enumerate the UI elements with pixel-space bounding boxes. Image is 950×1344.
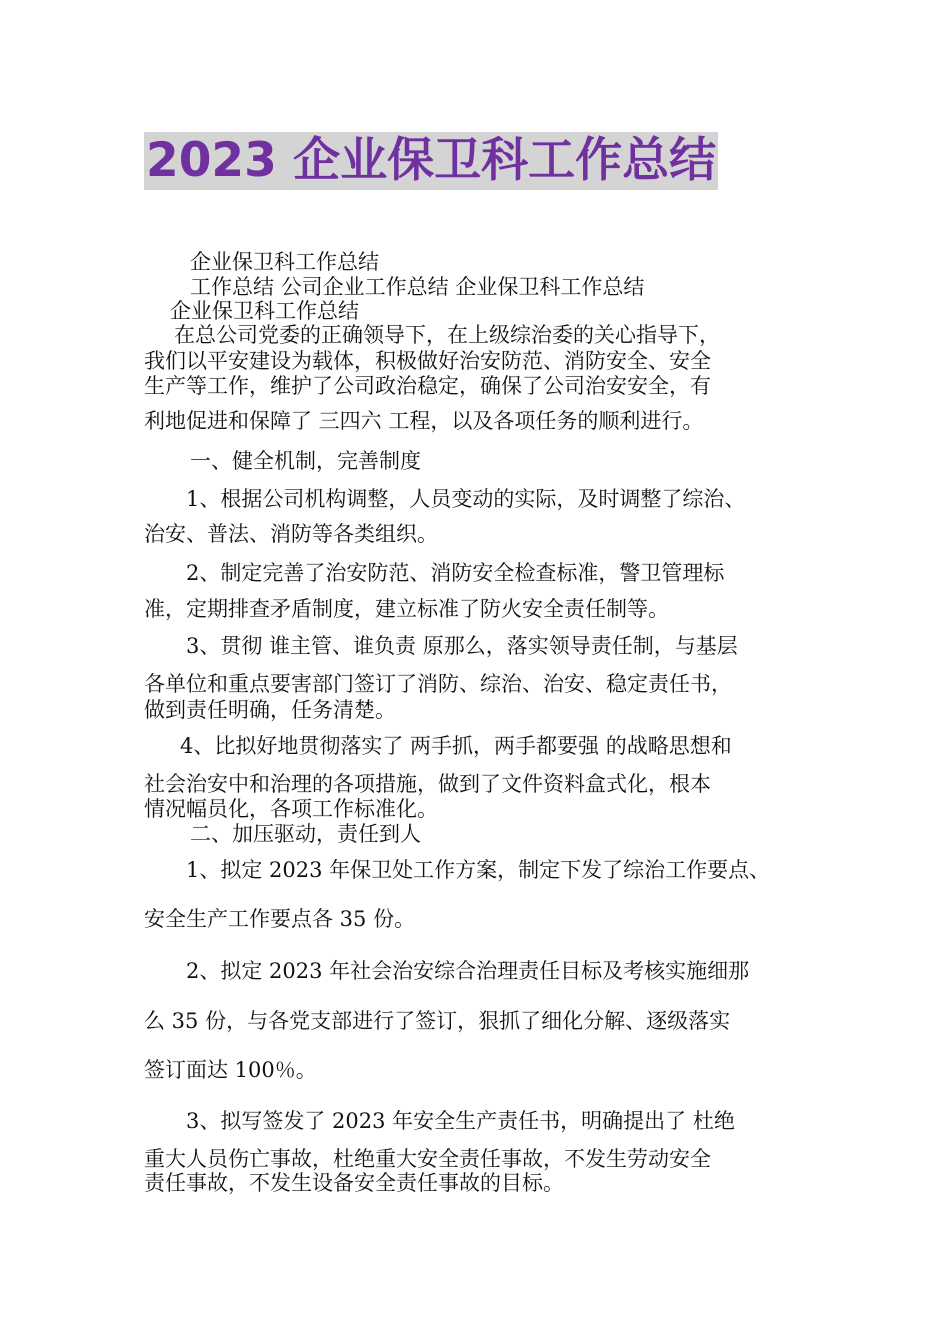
- text-line: 准，定期排查矛盾制度，建立标准了防火安全责任制等。: [144, 597, 669, 621]
- document-title: 2023 企业保卫科工作总结: [146, 133, 717, 188]
- text-line: 2、制定完善了治安防范、消防安全检查标准，警卫管理标: [186, 561, 725, 585]
- text-line: 么 35 份，与各党支部进行了签订，狠抓了细化分解、逐级落实: [144, 1009, 731, 1033]
- text-line: 企业保卫科工作总结: [170, 299, 359, 323]
- text-line: 情况幅员化，各项工作标准化。: [144, 797, 438, 821]
- section-heading: 一、健全机制，完善制度: [190, 449, 421, 473]
- text-line: 做到责任明确，任务清楚。: [144, 698, 396, 722]
- text-line: 1、拟定 2023 年保卫处工作方案，制定下发了综治工作要点、: [186, 858, 771, 882]
- text-line: 重大人员伤亡事故，杜绝重大安全责任事故，不发生劳动安全: [144, 1147, 711, 1171]
- text-line: 4、比拟好地贯彻落实了 两手抓，两手都要强 的战略思想和: [180, 734, 732, 758]
- text-line: 社会治安中和治理的各项措施，做到了文件资料盒式化，根本: [144, 772, 711, 796]
- text-line: 3、拟写签发了 2023 年安全生产责任书，明确提出了 杜绝: [186, 1109, 735, 1133]
- text-line: 1、根据公司机构调整，人员变动的实际，及时调整了综治、: [186, 487, 746, 511]
- text-line: 3、贯彻 谁主管、谁负责 原那么，落实领导责任制，与基层: [186, 634, 738, 658]
- text-line: 安全生产工作要点各 35 份。: [144, 907, 416, 931]
- text-line: 工作总结 公司企业工作总结 企业保卫科工作总结: [190, 275, 645, 299]
- text-line: 签订面达 100％。: [144, 1058, 317, 1082]
- text-line: 责任事故，不发生设备安全责任事故的目标。: [144, 1171, 564, 1195]
- text-line: 生产等工作，维护了公司政治稳定，确保了公司治安安全，有: [144, 374, 711, 398]
- text-line: 我们以平安建设为载体，积极做好治安防范、消防安全、安全: [144, 349, 711, 373]
- text-line: 在总公司党委的正确领导下，在上级综治委的关心指导下，: [174, 323, 720, 347]
- text-line: 治安、普法、消防等各类组织。: [144, 522, 438, 546]
- text-line: 企业保卫科工作总结: [190, 250, 379, 274]
- section-heading: 二、加压驱动，责任到人: [190, 822, 421, 846]
- text-line: 各单位和重点要害部门签订了消防、综治、治安、稳定责任书，: [144, 672, 732, 696]
- text-line: 利地促进和保障了 三四六 工程，以及各项任务的顺利进行。: [144, 409, 704, 433]
- text-line: 2、拟定 2023 年社会治安综合治理责任目标及考核实施细那: [186, 959, 750, 983]
